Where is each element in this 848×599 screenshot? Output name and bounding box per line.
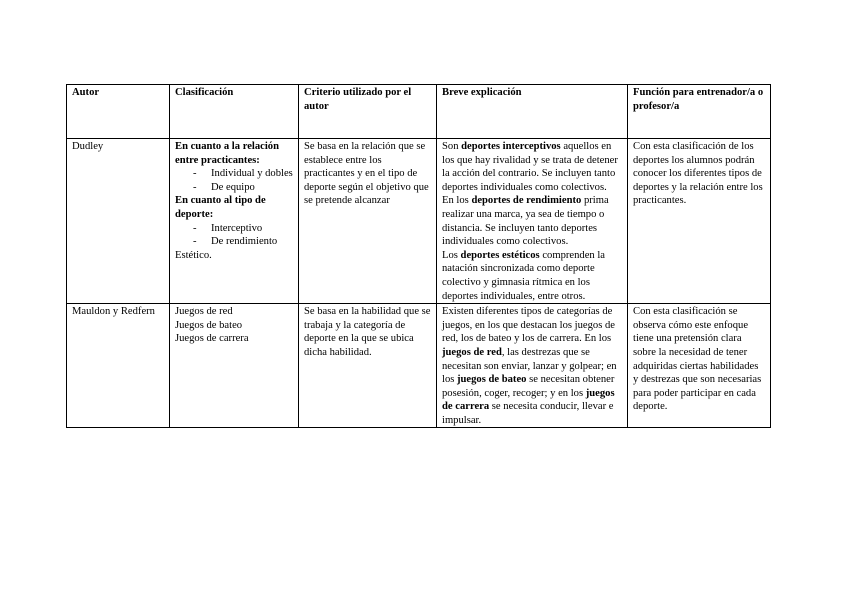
sports-classification-table: [66, 84, 771, 428]
header-clasificacion: Clasificación: [170, 85, 299, 139]
header-row: [67, 85, 771, 139]
group-title: En cuanto a la relación entre practicantes:: [175, 141, 279, 166]
classification-line: Juegos de carrera: [175, 333, 249, 345]
group-list: [175, 167, 294, 194]
cell-autor: Mauldon y Redfern: [67, 304, 170, 428]
explanation-paragraph: Existen diferentes tipos de categorías de juegos, en los que destacan los juegos de red, los de bateo y los de carrera. En los juegos de red, las destrezas que se necesitan son enviar, lanzar y golpear; en los juegos de bateo se necesitan obtener posesión, coger, recoger; y en los juegos de carrera se necesita conducir, llevar e impulsar.: [442, 306, 617, 426]
list-tail: Estético.: [175, 249, 212, 261]
cell-explicacion: [437, 139, 628, 304]
explanation-paragraph: Los deportes estéticos comprenden la natación sincronizada como deporte colectivo y gimnasia rítmica en los deportes individuales, entre otros.: [442, 249, 605, 302]
cell-criterio: Se basa en la habilidad que se trabaja y la categoría de deporte en la que se ubica dicha habilidad.: [299, 304, 437, 428]
cell-funcion: Con esta clasificación de los deportes los alumnos podrán conocer los diferentes tipos de deportes y la relación entre los practicantes.: [628, 139, 771, 304]
cell-clasificacion: [170, 139, 299, 304]
header-criterio: Criterio utilizado por el autor: [299, 85, 437, 139]
cell-funcion: Con esta clasificación se observa cómo este enfoque tiene una pretensión clara sobre la necesidad de tener adquiridas ciertas habilidades y destrezas que son necesarias para poder participar en cada deporte.: [628, 304, 771, 428]
cell-clasificacion: [170, 304, 299, 428]
header-funcion: Función para entrenador/a o profesor/a: [628, 85, 771, 139]
table-row-dudley: [67, 139, 771, 304]
cell-criterio: Se basa en la relación que se establece entre los practicantes y en el tipo de deporte según el objetivo que se pretende alcanzar: [299, 139, 437, 304]
explanation-paragraph: En los deportes de rendimiento prima realizar una marca, ya sea de tiempo o distancia. Se incluyen tanto deportes individuales como colectivos.: [442, 195, 609, 248]
group-list: [175, 222, 294, 249]
explanation-paragraph: Son deportes interceptivos aquellos en los que hay rivalidad y se trata de detener la acción del contrario. Se incluyen tanto deportes individuales como colectivos.: [442, 141, 618, 193]
table-row-mauldon-redfern: [67, 304, 771, 428]
list-item: - Individual y dobles: [193, 167, 294, 181]
cell-autor: Dudley: [67, 139, 170, 304]
list-item: - Interceptivo: [193, 222, 294, 236]
list-item: - De rendimiento: [193, 235, 294, 249]
header-explicacion: Breve explicación: [437, 85, 628, 139]
header-autor: Autor: [67, 85, 170, 139]
classification-line: Juegos de red: [175, 306, 233, 318]
list-item: - De equipo: [193, 181, 294, 195]
cell-explicacion: [437, 304, 628, 428]
group-title: En cuanto al tipo de deporte:: [175, 195, 266, 220]
classification-line: Juegos de bateo: [175, 319, 243, 331]
